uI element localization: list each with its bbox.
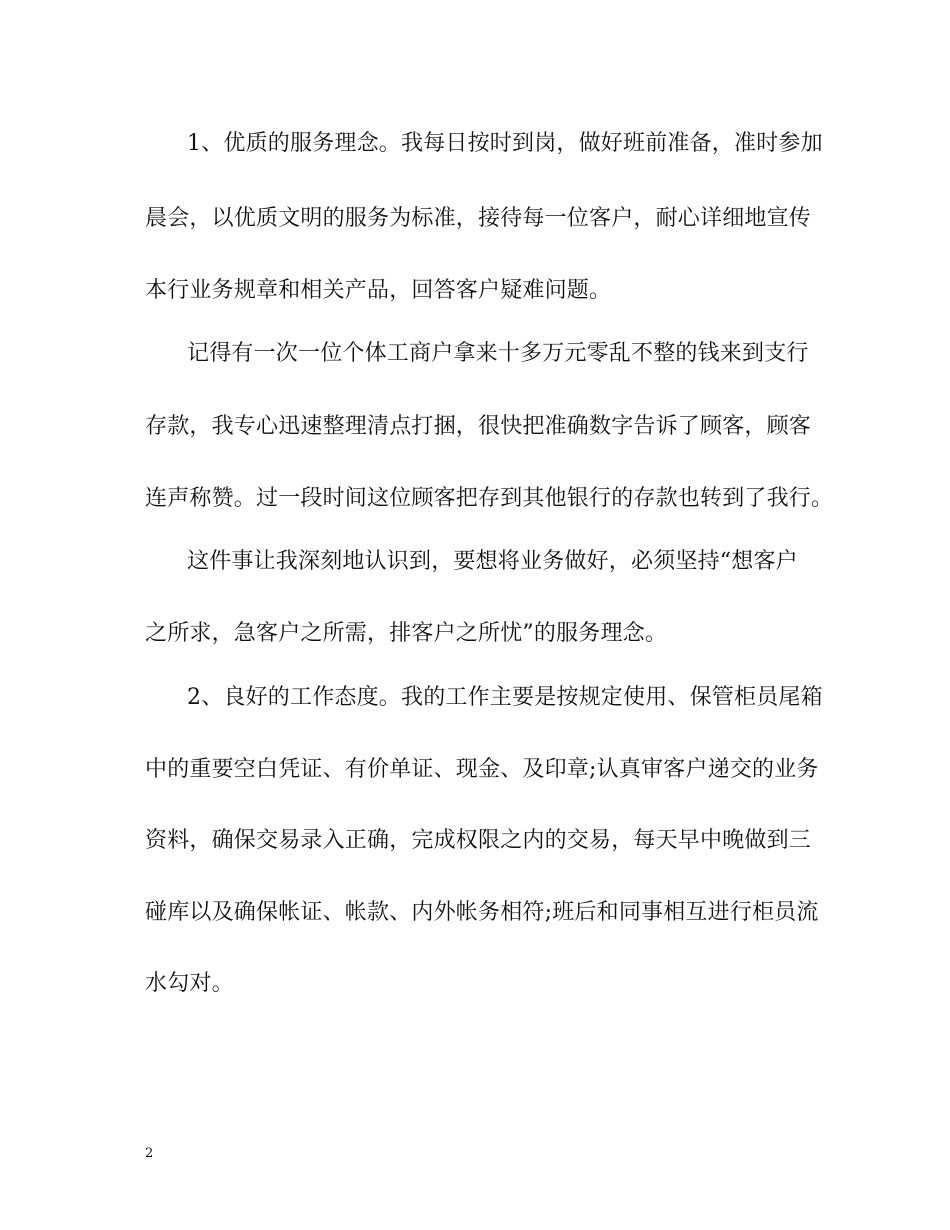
paragraph-4-line-2: 中的重要空白凭证、有价单证、现金、及印章;认真审客户递交的业务: [145, 757, 819, 782]
paragraph-4-line-3: 资料，确保交易录入正确，完成权限之内的交易，每天早中晚做到三: [145, 828, 812, 853]
paragraph-4-line-5: 水勾对。: [145, 971, 234, 996]
paragraph-4-line-4: 碰库以及确保帐证、帐款、内外帐务相符;班后和同事相互进行柜员流: [145, 900, 819, 925]
paragraph-2-line-1: 记得有一次一位个体工商户拿来十多万元零乱不整的钱来到支行: [187, 341, 809, 366]
paragraph-3-line-2: 之所求，急客户之所需，排客户之所忧”的服务理念。: [145, 621, 668, 646]
paragraph-3-line-1: 这件事让我深刻地认识到，要想将业务做好，必须坚持“想客户: [187, 549, 798, 574]
paragraph-1-line-3: 本行业务规章和相关产品，回答客户疑难问题。: [145, 278, 612, 303]
page-number: 2: [145, 1146, 154, 1161]
paragraph-2-line-3: 连声称赞。过一段时间这位顾客把存到其他银行的存款也转到了我行。: [145, 486, 834, 511]
paragraph-1-line-1: 1、优质的服务理念。我每日按时到岗，做好班前准备，准时参加: [187, 131, 823, 156]
paragraph-1-line-2: 晨会，以优质文明的服务为标准，接待每一位客户，耐心详细地宣传: [145, 206, 812, 231]
paragraph-4-line-1: 2、良好的工作态度。我的工作主要是按规定使用、保管柜员尾箱: [187, 685, 823, 710]
paragraph-2-line-2: 存款，我专心迅速整理清点打捆，很快把准确数字告诉了顾客，顾客: [145, 414, 812, 439]
